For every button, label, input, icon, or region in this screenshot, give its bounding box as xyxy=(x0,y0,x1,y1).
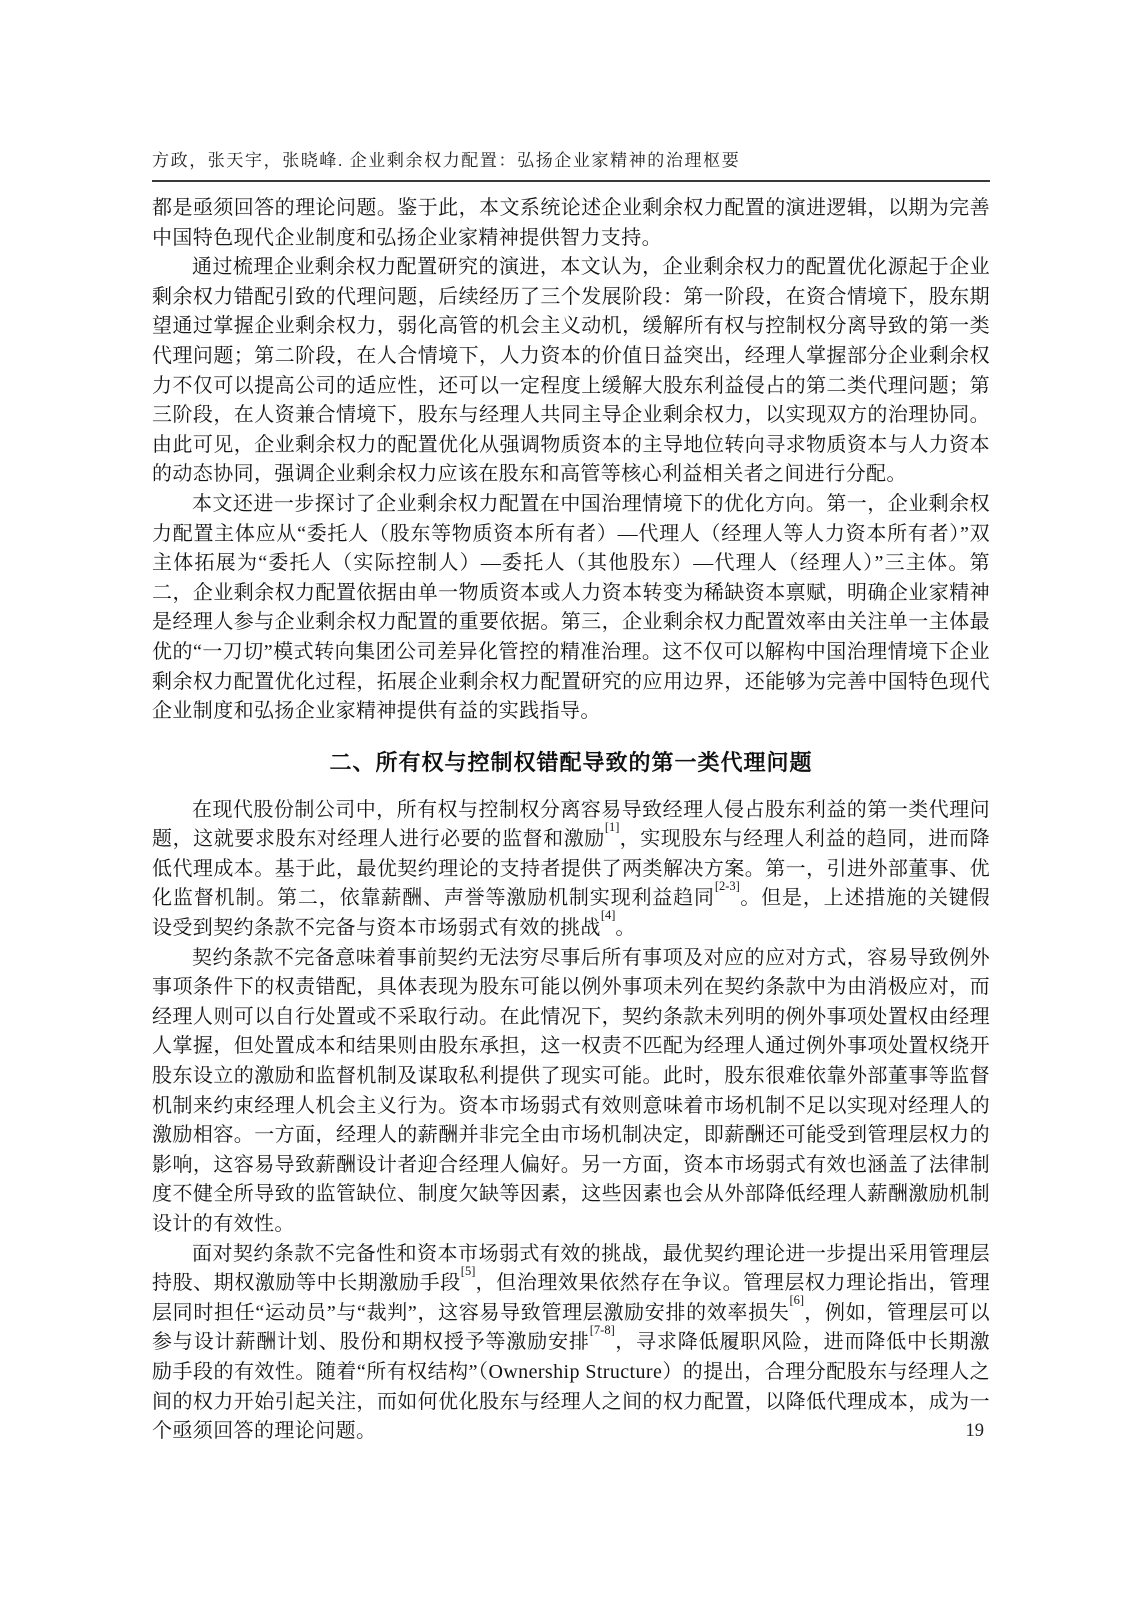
body-text-segment: 面对契约条款不完备性和资本市场弱式有效的挑战，最优契约理论进一步提出采用管理层持股、期权激励等中长期激励手段 xyxy=(152,1242,990,1295)
body-text-segment: ，实现股东与经理人利益的趋同，进而降低代理成本。基于此，最优契约理论的支持者提供了两类解决方案。第一，引进外部董事、优化监督机制。第二，依靠薪酬、声誉等激励机制实现利益趋同 xyxy=(152,828,990,910)
text-column xyxy=(152,0,990,1447)
citation-ref-2-3: [2-3] xyxy=(714,878,740,893)
citation-ref-4: [4] xyxy=(600,908,616,923)
body-text-segment: 。 xyxy=(615,917,636,940)
section-heading-agency-problem: 二、所有权与控制权错配导致的第一类代理问题 xyxy=(329,749,813,775)
running-head-text: 方政，张天宇，张晓峰. 企业剩余权力配置：弘扬企业家精神的治理枢要 xyxy=(152,151,741,170)
paragraph-evolution-stages: 通过梳理企业剩余权力配置研究的演进，本文认为，企业剩余权力的配置优化源起于企业剩余权力错配引致的代理问题，后续经历了三个发展阶段：第一阶段，在资合情境下，股东期望通过掌握企业剩余权力，弱化高管的机会主义动机，缓解所有权与控制权分离导致的第一类代理问题；第二阶段，在人合情境下，人力资本的价值日益突出，经理人掌握部分企业剩余权力不仅可以提高公司的适应性，还可以一定程度上缓解大股东利益侵占的第二类代理问题；第三阶段，在人资兼合情境下，股东与经理人共同主导企业剩余权力，以实现双方的治理协同。由此可见，企业剩余权力的配置优化从强调物质资本的主导地位转向寻求物质资本与人力资本的动态协同，强调企业剩余权力应该在股东和高管等核心利益相关者之间进行分配。 xyxy=(152,256,990,486)
citation-ref-5: [5] xyxy=(460,1263,476,1278)
body-text-segment: ，但治理效果依然存在争议。管理层权力理论指出，管理层同时担任“运动员”与“裁判”，这容易导致管理层激励安排的效率损失 xyxy=(152,1272,991,1324)
citation-ref-1: [1] xyxy=(604,819,620,834)
article-body xyxy=(152,194,990,1447)
body-text-segment: 在现代股份制公司中，所有权与控制权分离容易导致经理人侵占股东利益的第一类代理问题，这就要求股东对经理人进行必要的监督和激励 xyxy=(152,798,990,851)
paragraph-first-agency-problem xyxy=(152,796,990,944)
citation-ref-6: [6] xyxy=(789,1293,805,1308)
paragraph-incentive-challenges xyxy=(152,1240,990,1447)
running-head xyxy=(152,146,990,182)
paragraph-incomplete-contracts: 契约条款不完备意味着事前契约无法穷尽事后所有事项及对应的应对方式，容易导致例外事项条件下的权责错配，具体表现为股东可能以例外事项未列在契约条款中为由消极应对，而经理人则可以自行处置或不采取行动。在此情况下，契约条款未列明的例外事项处置权由经理人掌握，但处置成本和结果则由股东承担，这一权责不匹配为经理人通过例外事项处置权绕开股东设立的激励和监督机制及谋取私利提供了现实可能。此时，股东很难依靠外部董事等监督机制来约束经理人机会主义行为。资本市场弱式有效则意味着市场机制不足以实现对经理人的激励相容。一方面，经理人的薪酬并非完全由市场机制决定，即薪酬还可能受到管理层权力的影响，这容易导致薪酬设计者迎合经理人偏好。另一方面，资本市场弱式有效也涵盖了法律制度不健全所导致的监管缺位、制度欠缺等因素，这些因素也会从外部降低经理人薪酬激励机制设计的有效性。 xyxy=(152,946,990,1235)
page-number: 19 xyxy=(965,1421,984,1441)
body-text-segment: ，寻求降低履职风险，进而降低中长期激励手段的有效性。随着“所有权结构”（Ownership Structure）的提出，合理分配股东与经理人之间的权力开始引起关注，而如何优化股东与经理人之间的权力配置，以降低代理成本，成为一个亟须回答的理论问题。 xyxy=(152,1331,990,1443)
body-text-segment: 。但是，上述措施的关键假设受到契约条款不完备与资本市场弱式有效的挑战 xyxy=(152,887,990,940)
citation-ref-7-8: [7-8] xyxy=(589,1322,615,1337)
body-text-segment: ，例如，管理层可以参与设计薪酬计划、股份和期权授予等激励安排 xyxy=(152,1301,990,1354)
paragraph-optimization-directions: 本文还进一步探讨了企业剩余权力配置在中国治理情境下的优化方向。第一，企业剩余权力配置主体应从“委托人（股东等物质资本所有者）—代理人（经理人等人力资本所有者）”双主体拓展为“委托人（实际控制人）—委托人（其他股东）—代理人（经理人）”三主体。第二，企业剩余权力配置依据由单一物质资本或人力资本转变为稀缺资本禀赋，明确企业家精神是经理人参与企业剩余权力配置的重要依据。第三，企业剩余权力配置效率由关注单一主体最优的“一刀切”模式转向集团公司差异化管控的精准治理。这不仅可以解构中国治理情境下企业剩余权力配置优化过程，拓展企业剩余权力配置研究的应用边界，还能够为完善中国特色现代企业制度和弘扬企业家精神提供有益的实践指导。 xyxy=(152,492,990,723)
paragraph-intro-continuation: 都是亟须回答的理论问题。鉴于此，本文系统论述企业剩余权力配置的演进逻辑，以期为完善中国特色现代企业制度和弘扬企业家精神提供智力支持。 xyxy=(152,197,990,249)
